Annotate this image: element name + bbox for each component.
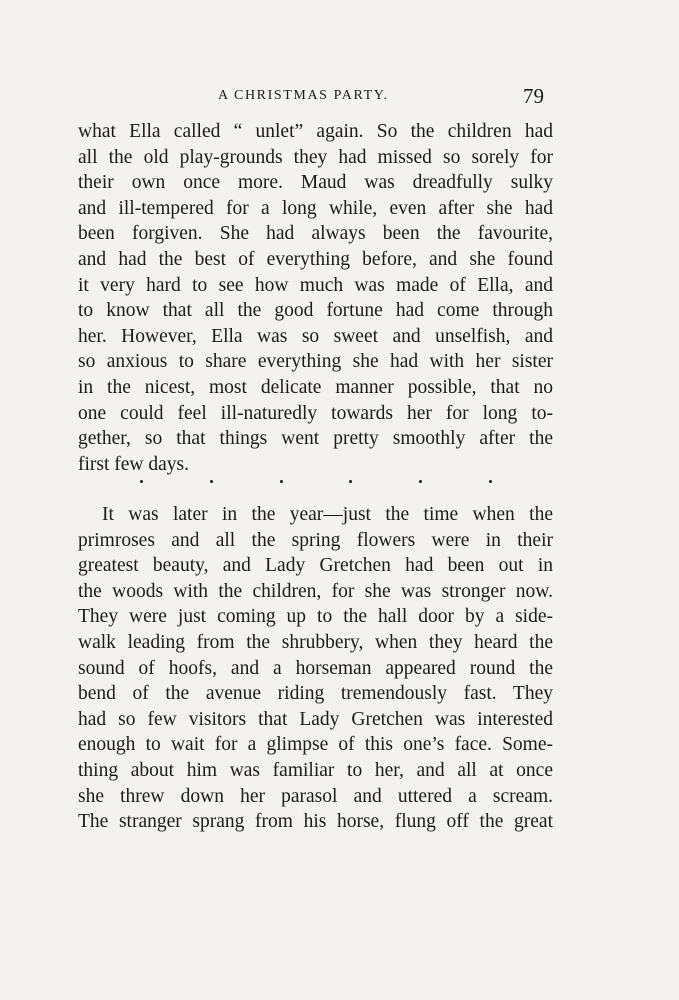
text-line: in the nicest, most delicate manner possible, that no — [78, 376, 553, 398]
text-line: and had the best of everything before, and she found — [78, 248, 553, 270]
text-line: had so few visitors that Lady Gretchen was interested — [78, 708, 553, 730]
text-line: first few days. — [78, 453, 190, 475]
text-line: what Ella called “ unlet” again. So the children had — [78, 121, 553, 142]
chapter-title: A CHRISTMAS PARTY. — [218, 88, 389, 103]
text-line: the woods with the children, for she was stronger now. — [78, 580, 553, 602]
dot — [489, 480, 492, 483]
text-line: enough to wait for a glimpse of this one’s face. Some- — [78, 734, 553, 756]
running-head — [78, 84, 548, 110]
text-line: walk leading from the shrubbery, when they heard the — [78, 631, 553, 653]
text-line: It was later in the year—just the time when the — [102, 504, 553, 525]
text-line: so anxious to share everything she had with her sister — [78, 351, 553, 373]
text-line: all the old play-grounds they had missed so sorely for — [78, 146, 553, 168]
text-line: bend of the avenue riding tremendously fast. They — [78, 683, 553, 705]
dot — [140, 480, 143, 483]
text-line: her. However, Ella was so sweet and unselfish, and — [78, 325, 553, 347]
page-number: 79 — [523, 84, 544, 108]
text-line: their own once more. Maud was dreadfully sulky — [78, 172, 553, 194]
text-line: primroses and all the spring flowers were in their — [78, 529, 553, 551]
text-line: thing about him was familiar to her, and all at once — [78, 759, 553, 781]
text-line: and ill-tempered for a long while, even after she had — [78, 197, 553, 219]
text-line: to know that all the good fortune had come through — [78, 300, 553, 322]
dot — [419, 480, 422, 483]
dot — [349, 480, 352, 483]
text-line: They were just coming up to the hall door by a side- — [78, 606, 553, 628]
dot — [210, 480, 213, 483]
text-line: it very hard to see how much was made of Ella, and — [78, 274, 553, 296]
section-break-dots — [140, 480, 492, 483]
paragraph-1 — [78, 119, 553, 477]
text-line: The stranger sprang from his horse, flung off the great — [78, 811, 553, 833]
text-line: been forgiven. She had always been the favourite, — [78, 223, 553, 245]
text-line: greatest beauty, and Lady Gretchen had been out in — [78, 555, 553, 577]
paragraph-2 — [78, 502, 553, 835]
text-line: sound of hoofs, and a horseman appeared round the — [78, 657, 553, 679]
text-line: gether, so that things went pretty smoothly after the — [78, 428, 553, 450]
text-line: she threw down her parasol and uttered a scream. — [78, 785, 553, 807]
dot — [280, 480, 283, 483]
text-line: one could feel ill-naturedly towards her for long to- — [78, 402, 553, 424]
